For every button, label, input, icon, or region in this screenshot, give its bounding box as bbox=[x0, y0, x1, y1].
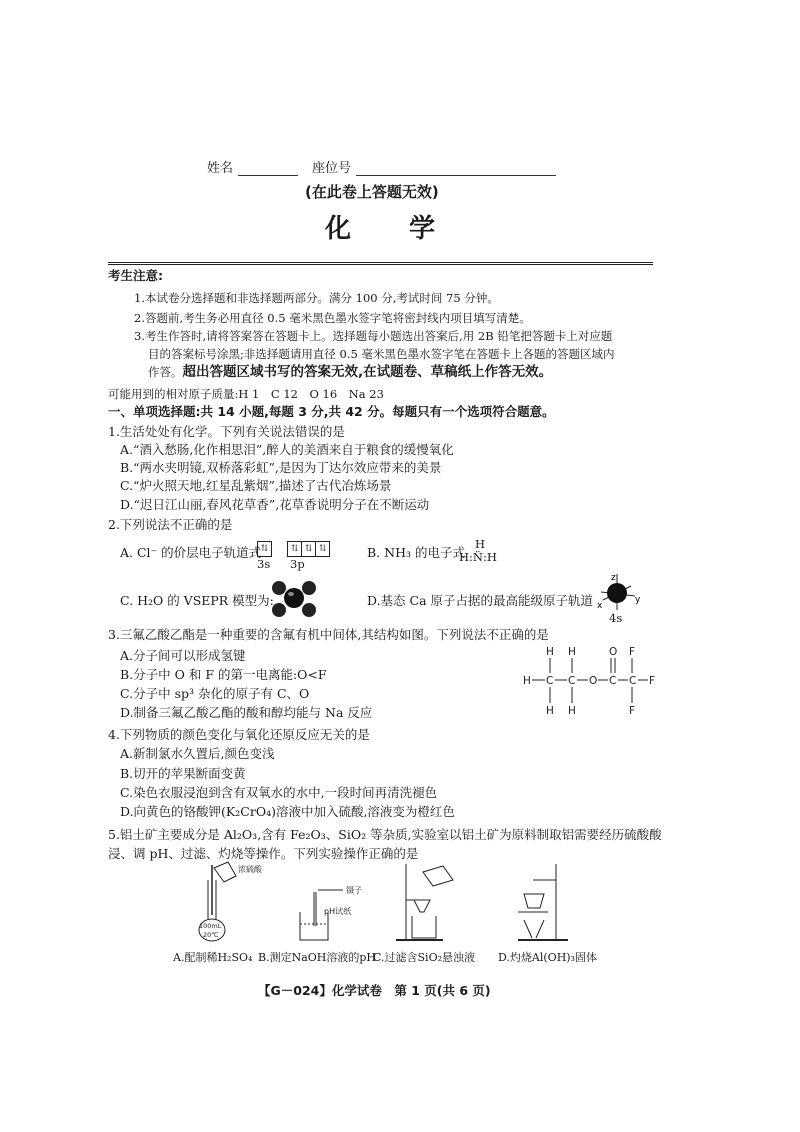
q1-option-b[interactable]: B.“两水夹明镜,双桥落彩虹”,是因为丁达尔效应带来的美景 bbox=[120, 460, 442, 475]
q5-apparatus-figures bbox=[168, 860, 618, 945]
orbital-box-3s: ⇅ bbox=[257, 541, 272, 557]
q2-option-d[interactable]: D.基态 Ca 原子占据的最高能级原子轨道 bbox=[367, 593, 594, 608]
s-orbital-sphere bbox=[607, 583, 627, 603]
axis-y: y bbox=[635, 595, 641, 605]
q1-option-a[interactable]: A.“酒入愁肠,化作相思泪”,醉人的美酒来自于粮食的缓慢氧化 bbox=[120, 442, 454, 457]
atomic-masses: 可能用到的相对原子质量:H 1 C 12 O 16 Na 23 bbox=[108, 387, 384, 401]
q2-stem: 2.下列说法不正确的是 bbox=[108, 517, 233, 532]
fig-d-crucible bbox=[518, 864, 568, 940]
h2o-vsepr-model bbox=[265, 578, 325, 623]
fig-label-ph-paper: pH试纸 bbox=[324, 907, 352, 916]
atom-o-carbonyl: O bbox=[609, 646, 618, 658]
q4-option-b[interactable]: B.切开的苹果断面变黄 bbox=[120, 766, 246, 781]
q5-stem-line2: 浸、调 pH、过滤、灼烧等操作。下列实验操作正确的是 bbox=[108, 846, 419, 861]
fig-c-filtration bbox=[396, 864, 453, 940]
orbital-box-3p-3: ⇅ bbox=[315, 541, 330, 557]
vsepr-lobe-1 bbox=[272, 581, 286, 595]
fig-label-acid: 浓硫酸 bbox=[238, 865, 262, 874]
q1-stem: 1.生活处处有化学。下列有关说法错误的是 bbox=[108, 424, 345, 439]
atom-o-ester: O bbox=[589, 675, 598, 687]
axis-z: z bbox=[611, 573, 616, 583]
notice-item-2: 2.答题前,考生务必用直径 0.5 毫米黑色墨水签字笔将密封线内项目填写清楚。 bbox=[134, 311, 531, 325]
ethyl-trifluoroacetate-structure bbox=[515, 643, 660, 719]
q4-stem: 4.下列物质的颜色变化与氧化还原反应无关的是 bbox=[108, 727, 370, 742]
orbital-box-3p-2: ⇅ bbox=[301, 541, 316, 557]
vsepr-center bbox=[284, 588, 304, 608]
q3-option-a[interactable]: A.分子间可以形成氢键 bbox=[120, 648, 246, 663]
name-blank[interactable] bbox=[238, 175, 298, 176]
q3-option-b[interactable]: B.分子中 O 和 F 的第一电离能:O<F bbox=[120, 667, 327, 682]
notice-item-1: 1.本试卷分选择题和非选择题两部分。满分 100 分,考试时间 75 分钟。 bbox=[134, 291, 499, 305]
atom-f-top: F bbox=[629, 646, 636, 658]
q2-orbital-diagram bbox=[257, 538, 329, 557]
q3-stem: 3.三氟乙酸乙酯是一种重要的含氟有机中间体,其结构如图。下列说法不正确的是 bbox=[108, 627, 549, 642]
q3-option-d[interactable]: D.制备三氟乙酸乙酯的酸和醇均能与 Na 反应 bbox=[120, 705, 373, 720]
orbital-label-3s: 3s bbox=[257, 557, 271, 571]
atom-h-bot-2: H bbox=[568, 705, 576, 717]
orbital-box-3p-1: ⇅ bbox=[287, 541, 302, 557]
q1-option-c[interactable]: C.“炉火照天地,红星乱紫烟”,描述了古代冶炼场景 bbox=[120, 478, 392, 493]
atom-h-top-1: H bbox=[546, 646, 554, 658]
subject-title: 化 学 bbox=[325, 214, 438, 244]
q5-caption-d[interactable]: D.灼烧Al(OH)₃固体 bbox=[498, 951, 597, 964]
page-footer: 【G－024】化学试卷 第 1 页(共 6 页) bbox=[258, 983, 491, 998]
header-divider bbox=[108, 262, 653, 265]
vsepr-lobe-4 bbox=[302, 603, 316, 617]
q5-caption-c[interactable]: C.过滤含SiO₂悬浊液 bbox=[373, 951, 476, 964]
nh3-h-top: H bbox=[475, 537, 486, 551]
vsepr-lobe-3 bbox=[272, 603, 286, 617]
q4-option-a[interactable]: A.新制氯水久置后,颜色变浅 bbox=[120, 746, 275, 761]
q2-option-a[interactable]: A. Cl⁻ 的价层电子轨道式 bbox=[120, 545, 262, 560]
notice-heading: 考生注意: bbox=[108, 268, 163, 283]
q2-option-b[interactable]: B. NH₃ 的电子式 bbox=[367, 545, 465, 560]
orbital-label-3p: 3p bbox=[290, 557, 305, 571]
q1-option-d[interactable]: D.“迟日江山丽,春风花草香”,花草香说明分子在不断运动 bbox=[120, 497, 430, 512]
nh3-electron-formula: H:N̈:H bbox=[459, 550, 497, 564]
vsepr-lobe-2 bbox=[302, 581, 316, 595]
seat-blank[interactable] bbox=[356, 175, 556, 176]
notice-item-3: 3.考生作答时,请将答案答在答题卡上。选择题每小题选出答案后,用 2B 铅笔把答题卡上对应题 bbox=[134, 329, 613, 343]
q5-caption-b[interactable]: B.测定NaOH溶液的pH bbox=[258, 951, 377, 964]
atom-f-bottom: F bbox=[629, 705, 636, 717]
notice-item-3-end: 作答。超出答题区域书写的答案无效,在试题卷、草稿纸上作答无效。 bbox=[148, 364, 553, 380]
fig-label-tweezers: 镊子 bbox=[346, 886, 362, 895]
q5-caption-a[interactable]: A.配制稀H₂SO₄ bbox=[173, 951, 253, 964]
section1-title: 一、单项选择题:共 14 小题,每题 3 分,共 42 分。每题只有一个选项符合题意。 bbox=[108, 404, 555, 419]
q4-option-c[interactable]: C.染色衣服浸泡到含有双氧水的水中,一段时间再清洗褪色 bbox=[120, 785, 438, 800]
atom-c2: C bbox=[568, 675, 576, 687]
name-label: 姓名 bbox=[207, 161, 234, 176]
atom-c3: C bbox=[609, 675, 617, 687]
axis-x: x bbox=[597, 601, 603, 611]
q4-option-d[interactable]: D.向黄色的铬酸钾(K₂CrO₄)溶液中加入硫酸,溶液变为橙红色 bbox=[120, 804, 455, 819]
q3-option-c[interactable]: C.分子中 sp³ 杂化的原子有 C、O bbox=[120, 686, 310, 701]
seat-label: 座位号 bbox=[312, 161, 352, 176]
fig-label-flask-volume: 100mL bbox=[199, 922, 222, 930]
q2-option-c[interactable]: C. H₂O 的 VSEPR 模型为: bbox=[120, 593, 274, 608]
invalid-note: (在此卷上答题无效) bbox=[305, 183, 439, 201]
atom-h-left: H bbox=[523, 675, 531, 687]
atom-h-top-2: H bbox=[568, 646, 576, 658]
notice-item-3-cont: 目的答案标号涂黑;非选择题请用直径 0.5 毫米黑色墨水签字笔在答题卡上各题的答题区域内 bbox=[148, 347, 615, 361]
fig-label-flask-temp: 20℃ bbox=[203, 931, 219, 939]
atom-f-right: F bbox=[649, 675, 656, 687]
atom-c4: C bbox=[629, 675, 637, 687]
ca-4s-label: 4s bbox=[609, 611, 623, 625]
atom-c1: C bbox=[546, 675, 554, 687]
atom-h-bot-1: H bbox=[546, 705, 554, 717]
q5-stem-line1: 5.铝土矿主要成分是 Al₂O₃,含有 Fe₂O₃、SiO₂ 等杂质,实验室以铝土矿为原料制取铝需要经历硫酸酸 bbox=[108, 827, 662, 842]
